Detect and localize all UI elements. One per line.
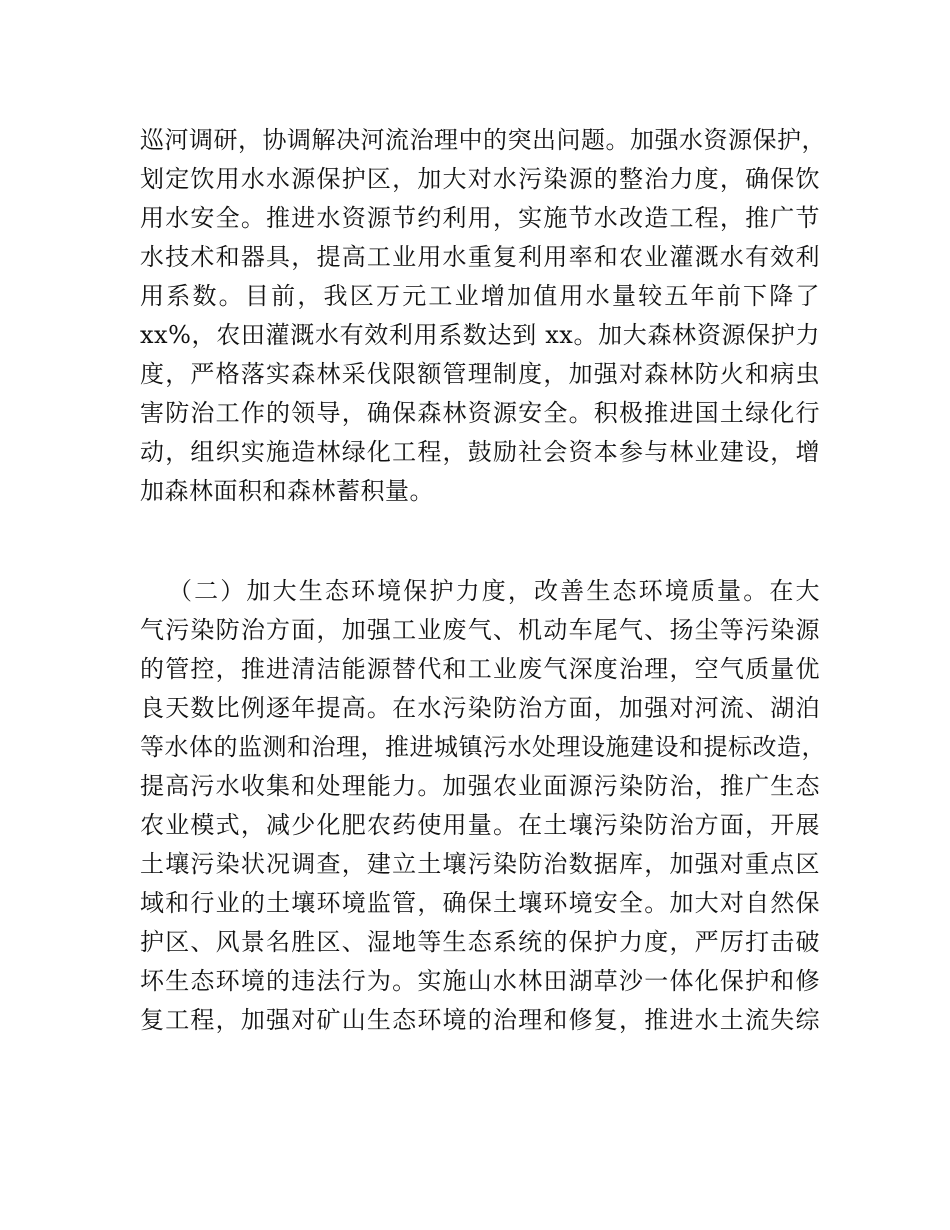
text-line: 水技术和器具，提高工业用水重复利用率和农业灌溉水有效利 (140, 243, 820, 271)
text-line: 用系数。目前，我区万元工业增加值用水量较五年前下降了 (140, 282, 820, 310)
text-line: 等水体的监测和治理，推进城镇污水处理设施建设和提标改造， (140, 733, 826, 761)
paragraph-water-forest-resources (140, 121, 826, 511)
text-line: 农业模式，减少化肥农药使用量。在土壤污染防治方面，开展 (140, 811, 820, 839)
text-line: 土壤污染状况调查，建立土壤污染防治数据库，加强对重点区 (140, 850, 820, 878)
text-line: 度，严格落实森林采伐限额管理制度，加强对森林防火和病虫 (140, 360, 820, 388)
text-line: 划定饮用水水源保护区，加大对水污染源的整治力度，确保饮 (140, 165, 820, 193)
text-line: 巡河调研，协调解决河流治理中的突出问题。加强水资源保护， (140, 126, 826, 154)
text-line: 用水安全。推进水资源节约利用，实施节水改造工程，推广节 (140, 204, 820, 232)
text-line: 域和行业的土壤环境监管，确保土壤环境安全。加大对自然保 (140, 889, 820, 917)
text-line: 复工程，加强对矿山生态环境的治理和修复，推进水土流失综 (140, 1006, 820, 1034)
text-line: 气污染防治方面，加强工业废气、机动车尾气、扬尘等污染源 (140, 616, 820, 644)
text-line: 动，组织实施造林绿化工程，鼓励社会资本参与林业建设，增 (140, 438, 820, 466)
paragraph-ecological-protection (140, 572, 826, 1040)
text-line: 害防治工作的领导，确保森林资源安全。积极推进国土绿化行 (140, 399, 820, 427)
text-line: 的管控，推进清洁能源替代和工业废气深度治理，空气质量优 (140, 655, 820, 683)
text-line: 坏生态环境的违法行为。实施山水林田湖草沙一体化保护和修 (140, 967, 820, 995)
text-line: xx%，农田灌溉水有效利用系数达到 xx。加大森林资源保护力 (140, 321, 820, 349)
text-line: 护区、风景名胜区、湿地等生态系统的保护力度，严厉打击破 (140, 928, 820, 956)
text-line: 加森林面积和森林蓄积量。 (140, 477, 434, 505)
text-line: 提高污水收集和处理能力。加强农业面源污染防治，推广生态 (140, 772, 820, 800)
text-line-indented: （二）加大生态环境保护力度，改善生态环境质量。在大 (168, 577, 820, 605)
text-line: 良天数比例逐年提高。在水污染防治方面，加强对河流、湖泊 (140, 694, 820, 722)
